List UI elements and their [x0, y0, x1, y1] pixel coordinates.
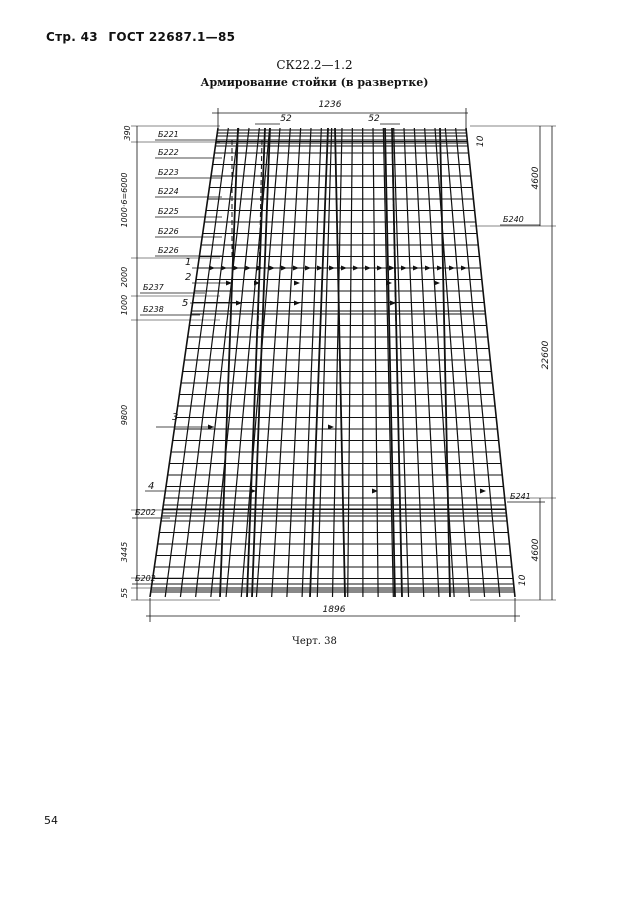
arrow-row-4 [480, 489, 486, 494]
arrow-row-1 [401, 266, 407, 271]
page-label: Стр. 43 [46, 30, 98, 44]
label-b223: Б223 [158, 168, 179, 177]
dim-top-gap: 10 [476, 135, 486, 147]
arrow-row-1 [341, 266, 347, 271]
longitudinal-bar [348, 128, 353, 597]
arrow-row-1 [233, 266, 239, 271]
reinforcement-grid [150, 128, 515, 597]
position-4: 4 [148, 481, 155, 492]
longitudinal-bar [383, 128, 393, 597]
right-edge-bar [466, 128, 515, 597]
longitudinal-bar [445, 128, 484, 597]
longitudinal-bar [180, 128, 238, 597]
arrow-row-1 [221, 266, 227, 271]
longitudinal-bar [272, 128, 301, 597]
dim-left-first: 390 [123, 125, 132, 141]
longitudinal-bar [435, 128, 469, 597]
longitudinal-bar [165, 128, 228, 597]
figure-code: СК22.2—1.2 [276, 58, 353, 72]
arrow-row-1 [461, 266, 467, 271]
arrow-row-1 [377, 266, 383, 271]
dim-left-zone2: 2000 [120, 266, 129, 288]
label-b226a: Б226 [158, 227, 179, 236]
arrow-row-1 [245, 266, 251, 271]
label-b202b: Б202 [135, 574, 156, 583]
arrow-row-1 [281, 266, 287, 271]
dim-left-zone1: 1000·6=6000 [120, 172, 129, 228]
arrow-row-1 [353, 266, 359, 271]
arrow-row-1 [329, 266, 335, 271]
arrow-row-5 [294, 301, 300, 306]
dim-right-top: 4600 [531, 166, 541, 190]
page-number: 54 [44, 814, 58, 827]
dim-bottom-width: 1896 [322, 605, 346, 615]
dim-spacing-right: 52 [368, 114, 380, 124]
longitudinal-bar [414, 128, 439, 597]
dim-left-zone5: 3445 [120, 541, 129, 563]
longitudinal-bar [404, 128, 424, 597]
dim-top-width: 1236 [318, 100, 342, 110]
arrow-row-1 [293, 266, 299, 271]
main-bar [440, 128, 450, 597]
label-b221: Б221 [158, 130, 179, 139]
label-b224: Б224 [158, 187, 179, 196]
dim-right-total: 22600 [541, 340, 551, 370]
longitudinal-bar [425, 128, 455, 597]
longitudinal-bar [287, 128, 311, 597]
label-b202a: Б202 [135, 508, 156, 517]
label-b225: Б225 [158, 207, 179, 216]
label-b238: Б238 [143, 305, 164, 314]
dim-left-last: 55 [120, 587, 129, 599]
main-bar [247, 128, 265, 597]
standard-label: ГОСТ 22687.1—85 [108, 30, 236, 44]
dim-right-bottom: 4600 [531, 538, 541, 562]
arrow-row-1 [413, 266, 419, 271]
label-b240: Б240 [503, 215, 524, 224]
position-2: 2 [185, 272, 192, 283]
figure-subtitle: Армирование стойки (в развертке) [200, 76, 429, 89]
dim-spacing-left: 52 [280, 114, 292, 124]
dim-left-zone4: 9800 [120, 404, 129, 426]
longitudinal-bar [373, 128, 378, 597]
longitudinal-bar [456, 128, 500, 597]
label-b222: Б222 [158, 148, 179, 157]
dim-bottom-gap: 10 [518, 574, 528, 586]
arrow-row-2 [434, 281, 440, 286]
arrow-row-1 [269, 266, 275, 271]
arrow-row-2 [294, 281, 300, 286]
arrow-row-1 [365, 266, 371, 271]
label-b241: Б241 [510, 492, 531, 501]
dim-left-zone3: 1000 [120, 294, 129, 316]
arrow-row-1 [305, 266, 311, 271]
arrow-row-1 [425, 266, 431, 271]
label-b237: Б237 [143, 283, 164, 292]
arrow-row-1 [449, 266, 455, 271]
label-b226b: Б226 [158, 246, 179, 255]
figure-caption: Черт. 38 [292, 636, 337, 647]
left-edge-bar [150, 128, 218, 597]
position-1: 1 [185, 257, 192, 268]
position-3: 3 [172, 412, 179, 423]
position-5: 5 [182, 298, 189, 309]
